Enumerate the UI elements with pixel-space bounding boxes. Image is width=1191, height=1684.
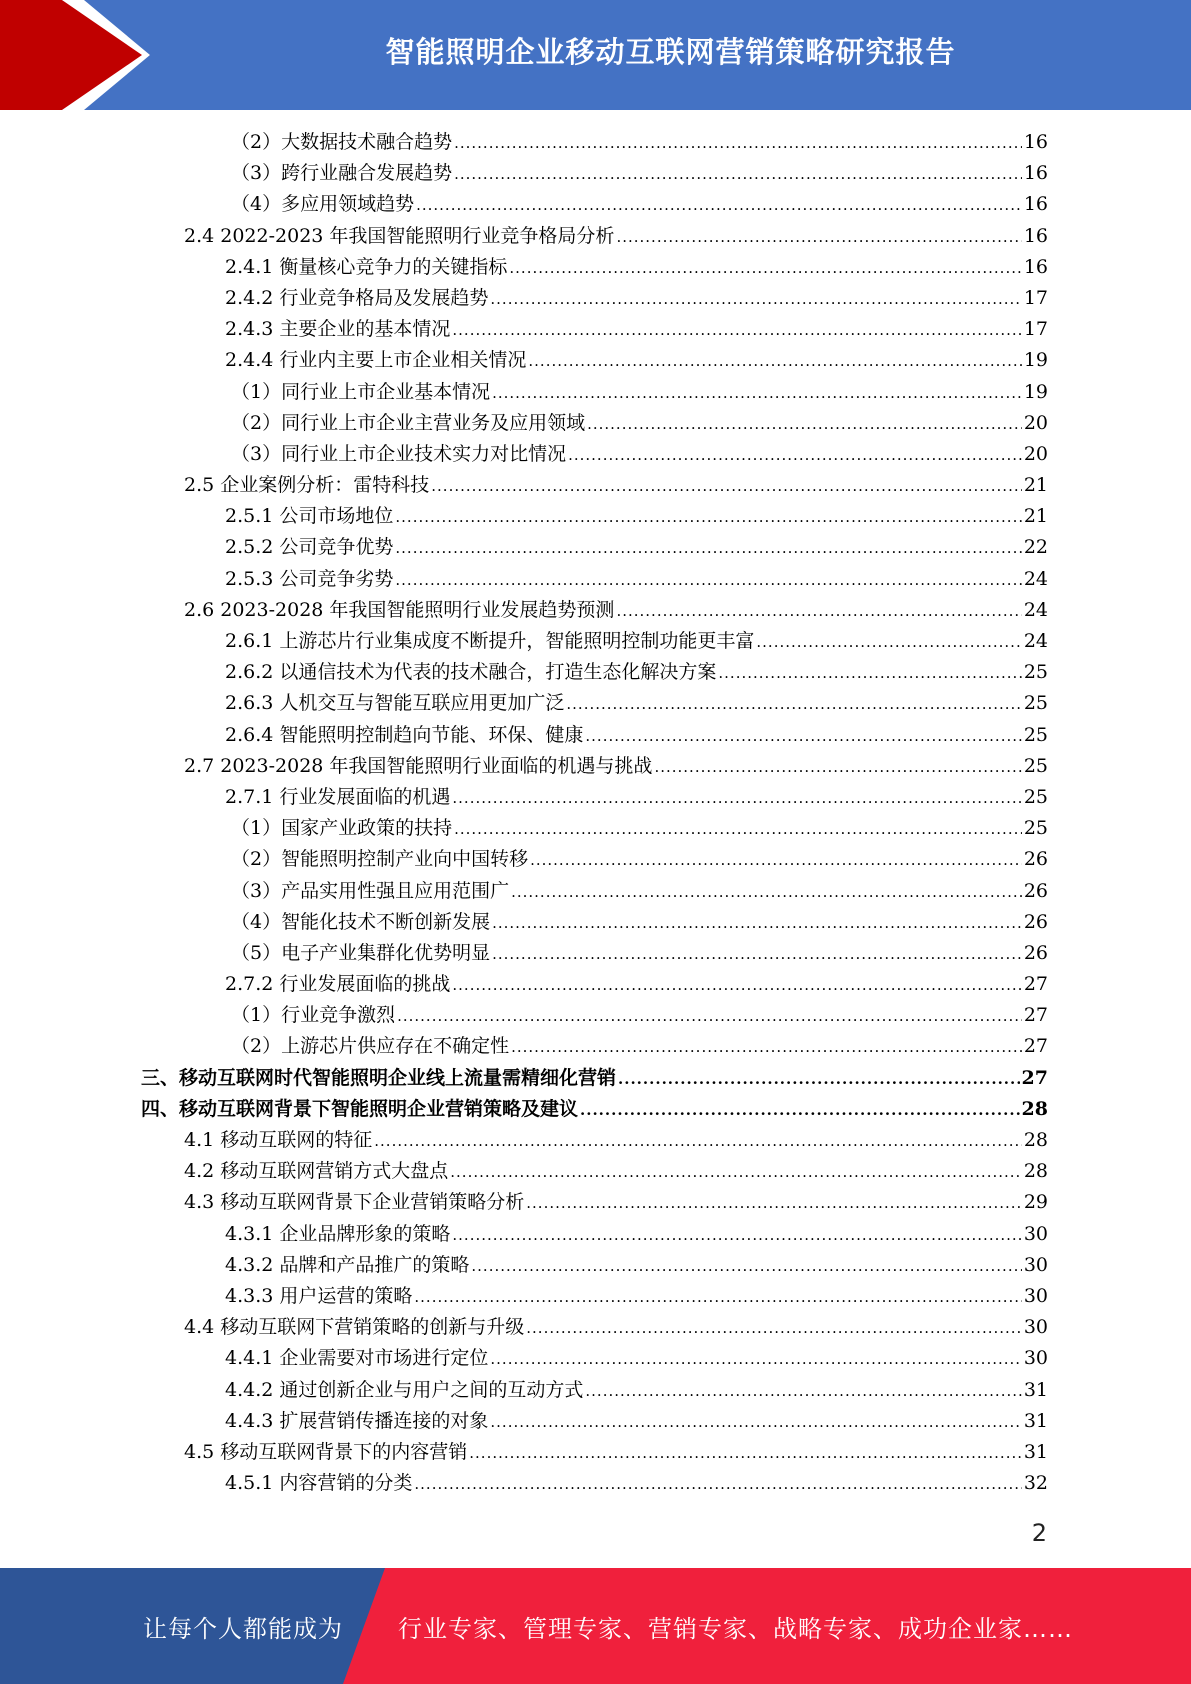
toc-entry[interactable] — [0, 1063, 1048, 1094]
toc-dot-leader — [530, 845, 1022, 876]
toc-entry[interactable] — [0, 189, 1048, 220]
toc-dot-leader — [469, 1438, 1022, 1469]
toc-dot-leader — [492, 939, 1022, 970]
toc-dot-leader — [568, 440, 1022, 471]
toc-entry-page: 19 — [1023, 349, 1048, 372]
toc-entry-page: 16 — [1023, 255, 1048, 278]
toc-dot-leader — [374, 1126, 1022, 1157]
toc-entry-title: 2.6.2 以通信技术为代表的技术融合，打造生态化解决方案 — [225, 661, 717, 684]
toc-entry-page: 28 — [1021, 1097, 1048, 1120]
toc-entry-title: （2）上游芯片供应存在不确定性 — [231, 1035, 510, 1058]
toc-entry[interactable] — [0, 439, 1048, 470]
page-footer — [0, 1568, 1191, 1684]
toc-entry[interactable] — [0, 751, 1048, 782]
toc-entry-title: 4.4.3 扩展营销传播连接的对象 — [225, 1409, 489, 1432]
report-title: 智能照明企业移动互联网营销策略研究报告 — [385, 34, 956, 69]
toc-dot-leader — [616, 222, 1021, 253]
toc-dot-leader — [585, 1376, 1021, 1407]
toc-entry-title: 4.5 移动互联网背景下的内容营销 — [184, 1440, 468, 1463]
toc-entry-page: 17 — [1023, 318, 1048, 341]
toc-entry[interactable] — [0, 907, 1048, 938]
toc-entry-page: 20 — [1023, 442, 1048, 465]
toc-entry-title: （1）国家产业政策的扶持 — [231, 817, 453, 840]
toc-dot-leader — [395, 533, 1021, 564]
toc-entry-title: （3）跨行业融合发展趋势 — [231, 162, 453, 185]
toc-entry-page: 32 — [1023, 1472, 1048, 1495]
toc-entry-page: 16 — [1023, 131, 1048, 153]
toc-entry[interactable] — [0, 1125, 1048, 1156]
toc-entry[interactable] — [0, 532, 1048, 563]
toc-entry-title: 2.5.1 公司市场地位 — [225, 505, 394, 528]
toc-entry-page: 31 — [1023, 1409, 1048, 1432]
toc-entry[interactable] — [0, 1094, 1048, 1125]
toc-dot-leader — [580, 1095, 1020, 1126]
toc-entry-page: 17 — [1023, 286, 1048, 309]
toc-entry-title: 2.6.4 智能照明控制趋向节能、环保、健康 — [225, 723, 584, 746]
toc-entry-title: （1）行业竞争激烈 — [231, 1004, 396, 1027]
toc-dot-leader — [490, 1344, 1021, 1375]
toc-entry-title: 2.5.3 公司竞争劣势 — [225, 567, 394, 590]
toc-entry-title: 4.4.1 企业需要对市场进行定位 — [225, 1347, 489, 1370]
toc-entry-title: 4.3.1 企业品牌形象的策略 — [225, 1222, 451, 1245]
toc-entry-title: 4.3.3 用户运营的策略 — [225, 1284, 413, 1307]
toc-dot-leader — [452, 970, 1021, 1001]
toc-entry[interactable] — [0, 283, 1048, 314]
toc-entry-title: 2.4.2 行业竞争格局及发展趋势 — [225, 286, 489, 309]
page-number: 2 — [1031, 1519, 1047, 1547]
toc-entry[interactable] — [0, 969, 1048, 1000]
toc-entry-page: 30 — [1023, 1347, 1048, 1370]
toc-entry-page: 24 — [1023, 630, 1048, 652]
toc-dot-leader — [566, 689, 1021, 720]
toc-dot-leader — [452, 1220, 1021, 1251]
toc-entry[interactable] — [0, 1250, 1048, 1281]
toc-entry[interactable] — [0, 657, 1048, 688]
toc-entry-title: 2.4.4 行业内主要上市企业相关情况 — [225, 349, 527, 372]
toc-entry-title: 2.7 2023-2028 年我国智能照明行业面临的机遇与挑战 — [184, 754, 653, 777]
toc-entry[interactable] — [0, 408, 1048, 439]
toc-entry-title: 4.4 移动互联网下营销策略的创新与升级 — [184, 1316, 525, 1339]
toc-entry-page: 21 — [1023, 505, 1048, 528]
toc-entry-page: 27 — [1023, 1004, 1048, 1027]
toc-entry-page: 21 — [1023, 474, 1048, 497]
toc-entry-page: 22 — [1023, 536, 1048, 559]
table-of-contents — [0, 127, 1191, 1499]
toc-entry-page: 26 — [1023, 910, 1048, 933]
toc-entry-page: 25 — [1023, 817, 1048, 840]
toc-dot-leader — [492, 908, 1022, 939]
toc-entry-page: 24 — [1023, 598, 1048, 621]
toc-entry-title: 四、移动互联网背景下智能照明企业营销策略及建议 — [141, 1097, 579, 1120]
toc-entry[interactable] — [0, 1000, 1048, 1031]
toc-dot-leader — [616, 596, 1021, 627]
toc-entry[interactable] — [0, 1375, 1048, 1406]
toc-entry-page: 29 — [1023, 1191, 1048, 1214]
toc-dot-leader — [414, 1469, 1021, 1500]
toc-entry-page: 30 — [1023, 1316, 1048, 1339]
toc-entry-title: 2.6.3 人机交互与智能互联应用更加广泛 — [225, 692, 565, 715]
toc-entry-title: 4.2 移动互联网营销方式大盘点 — [184, 1160, 449, 1183]
toc-entry-page: 27 — [1023, 973, 1048, 996]
toc-dot-leader — [511, 877, 1022, 908]
toc-entry-title: （3）产品实用性强且应用范围广 — [231, 879, 510, 902]
toc-entry-title: （4）智能化技术不断创新发展 — [231, 910, 491, 933]
toc-dot-leader — [526, 1313, 1022, 1344]
toc-entry-title: 2.4.1 衡量核心竞争力的关键指标 — [225, 255, 508, 278]
toc-entry-title: 4.4.2 通过创新企业与用户之间的互动方式 — [225, 1378, 584, 1401]
toc-entry-title: 4.3 移动互联网背景下企业营销策略分析 — [184, 1191, 525, 1214]
toc-entry-title: （2）智能照明控制产业向中国转移 — [231, 848, 529, 871]
toc-entry[interactable] — [0, 938, 1048, 969]
toc-entry-page: 31 — [1023, 1440, 1048, 1463]
toc-entry[interactable] — [0, 1437, 1048, 1468]
toc-dot-leader — [416, 190, 1022, 221]
toc-dot-leader — [452, 783, 1021, 814]
toc-entry-page: 30 — [1023, 1253, 1048, 1276]
toc-entry-title: 2.6.1 上游芯片行业集成度不断提升，智能照明控制功能更丰富 — [225, 630, 755, 652]
toc-entry-page: 19 — [1023, 380, 1048, 403]
toc-entry[interactable] — [0, 1468, 1048, 1499]
toc-dot-leader — [454, 159, 1022, 190]
toc-dot-leader — [450, 1157, 1022, 1188]
toc-entry[interactable] — [0, 1219, 1048, 1250]
toc-entry-page: 27 — [1023, 1035, 1048, 1058]
toc-entry-page: 25 — [1023, 754, 1048, 777]
toc-entry-page: 28 — [1023, 1129, 1048, 1151]
toc-entry-title: （2）大数据技术融合趋势 — [231, 131, 453, 153]
toc-entry-title: 2.7.2 行业发展面临的挑战 — [225, 973, 451, 996]
toc-entry-page: 25 — [1023, 661, 1048, 684]
toc-entry[interactable] — [0, 127, 1048, 158]
toc-dot-leader — [471, 1251, 1021, 1282]
toc-entry-title: 4.3.2 品牌和产品推广的策略 — [225, 1253, 470, 1276]
toc-entry[interactable] — [0, 720, 1048, 751]
footer-slogan-left: 让每个人都能成为 — [143, 1614, 343, 1643]
toc-entry-page: 25 — [1023, 723, 1048, 746]
toc-dot-leader — [528, 346, 1021, 377]
toc-entry-title: 2.5 企业案例分析：雷特科技 — [184, 474, 430, 497]
toc-entry-page: 30 — [1023, 1284, 1048, 1307]
toc-entry[interactable] — [0, 1406, 1048, 1437]
toc-entry[interactable] — [0, 626, 1048, 657]
toc-dot-leader — [511, 1032, 1022, 1063]
toc-entry-title: 4.1 移动互联网的特征 — [184, 1129, 373, 1151]
toc-dot-leader — [490, 284, 1021, 315]
toc-dot-leader — [526, 1188, 1022, 1219]
toc-entry-title: 2.4.3 主要企业的基本情况 — [225, 318, 451, 341]
toc-entry-page: 16 — [1023, 162, 1048, 185]
toc-entry[interactable] — [0, 876, 1048, 907]
toc-dot-leader — [585, 721, 1021, 752]
toc-entry-page: 24 — [1023, 567, 1048, 590]
toc-entry-title: （1）同行业上市企业基本情况 — [231, 380, 491, 403]
toc-entry-page: 20 — [1023, 411, 1048, 434]
toc-entry-page: 26 — [1023, 941, 1048, 964]
toc-entry[interactable] — [0, 1031, 1048, 1062]
toc-entry-title: （5）电子产业集群化优势明显 — [231, 941, 491, 964]
toc-dot-leader — [395, 565, 1021, 596]
toc-entry-title: 2.7.1 行业发展面临的机遇 — [225, 785, 451, 808]
toc-dot-leader — [431, 471, 1022, 502]
toc-entry-page: 28 — [1023, 1160, 1048, 1183]
toc-dot-leader — [452, 315, 1021, 346]
toc-dot-leader — [397, 1001, 1022, 1032]
toc-entry-title: 2.5.2 公司竞争优势 — [225, 536, 394, 559]
toc-dot-leader — [654, 752, 1021, 783]
toc-entry[interactable] — [0, 1281, 1048, 1312]
toc-entry-page: 16 — [1023, 224, 1048, 247]
toc-dot-leader — [395, 502, 1021, 533]
toc-entry[interactable] — [0, 345, 1048, 376]
toc-entry[interactable] — [0, 564, 1048, 595]
toc-entry[interactable] — [0, 688, 1048, 719]
toc-entry-title: 2.6 2023-2028 年我国智能照明行业发展趋势预测 — [184, 598, 615, 621]
toc-entry-title: （4）多应用领域趋势 — [231, 193, 415, 216]
footer-slogan-right: 行业专家、管理专家、营销专家、战略专家、成功企业家…… — [398, 1614, 1073, 1643]
toc-entry[interactable] — [0, 1312, 1048, 1343]
toc-dot-leader — [414, 1282, 1021, 1313]
toc-entry-page: 25 — [1023, 692, 1048, 715]
toc-dot-leader — [454, 814, 1022, 845]
toc-entry-page: 25 — [1023, 785, 1048, 808]
toc-entry-title: （3）同行业上市企业技术实力对比情况 — [231, 442, 567, 465]
toc-entry-page: 16 — [1023, 193, 1048, 216]
toc-entry-title: 4.5.1 内容营销的分类 — [225, 1472, 413, 1495]
toc-dot-leader — [490, 1407, 1021, 1438]
toc-dot-leader — [587, 409, 1022, 440]
toc-entry-page: 31 — [1023, 1378, 1048, 1401]
toc-entry-title: 2.4 2022-2023 年我国智能照明行业竞争格局分析 — [184, 224, 615, 247]
toc-dot-leader — [509, 253, 1021, 284]
toc-dot-leader — [756, 627, 1021, 658]
toc-entry[interactable] — [0, 844, 1048, 875]
toc-entry[interactable] — [0, 782, 1048, 813]
toc-entry-page: 27 — [1021, 1066, 1048, 1089]
toc-entry-title: 三、移动互联网时代智能照明企业线上流量需精细化营销 — [141, 1066, 617, 1089]
toc-dot-leader — [618, 1064, 1020, 1095]
toc-entry[interactable] — [0, 1156, 1048, 1187]
toc-dot-leader — [492, 378, 1022, 409]
toc-entry[interactable] — [0, 813, 1048, 844]
toc-entry[interactable] — [0, 595, 1048, 626]
toc-entry[interactable] — [0, 1187, 1048, 1218]
toc-entry-page: 30 — [1023, 1222, 1048, 1245]
toc-entry-title: （2）同行业上市企业主营业务及应用领域 — [231, 411, 586, 434]
toc-entry[interactable] — [0, 314, 1048, 345]
toc-dot-leader — [718, 658, 1021, 689]
toc-dot-leader — [454, 128, 1022, 159]
toc-entry[interactable] — [0, 158, 1048, 189]
toc-entry[interactable] — [0, 252, 1048, 283]
toc-entry[interactable] — [0, 221, 1048, 252]
toc-entry[interactable] — [0, 377, 1048, 408]
toc-entry-page: 26 — [1023, 848, 1048, 871]
toc-entry[interactable] — [0, 1343, 1048, 1374]
toc-entry-page: 26 — [1023, 879, 1048, 902]
page-header — [0, 0, 1191, 110]
toc-entry[interactable] — [0, 501, 1048, 532]
toc-entry[interactable] — [0, 470, 1048, 501]
